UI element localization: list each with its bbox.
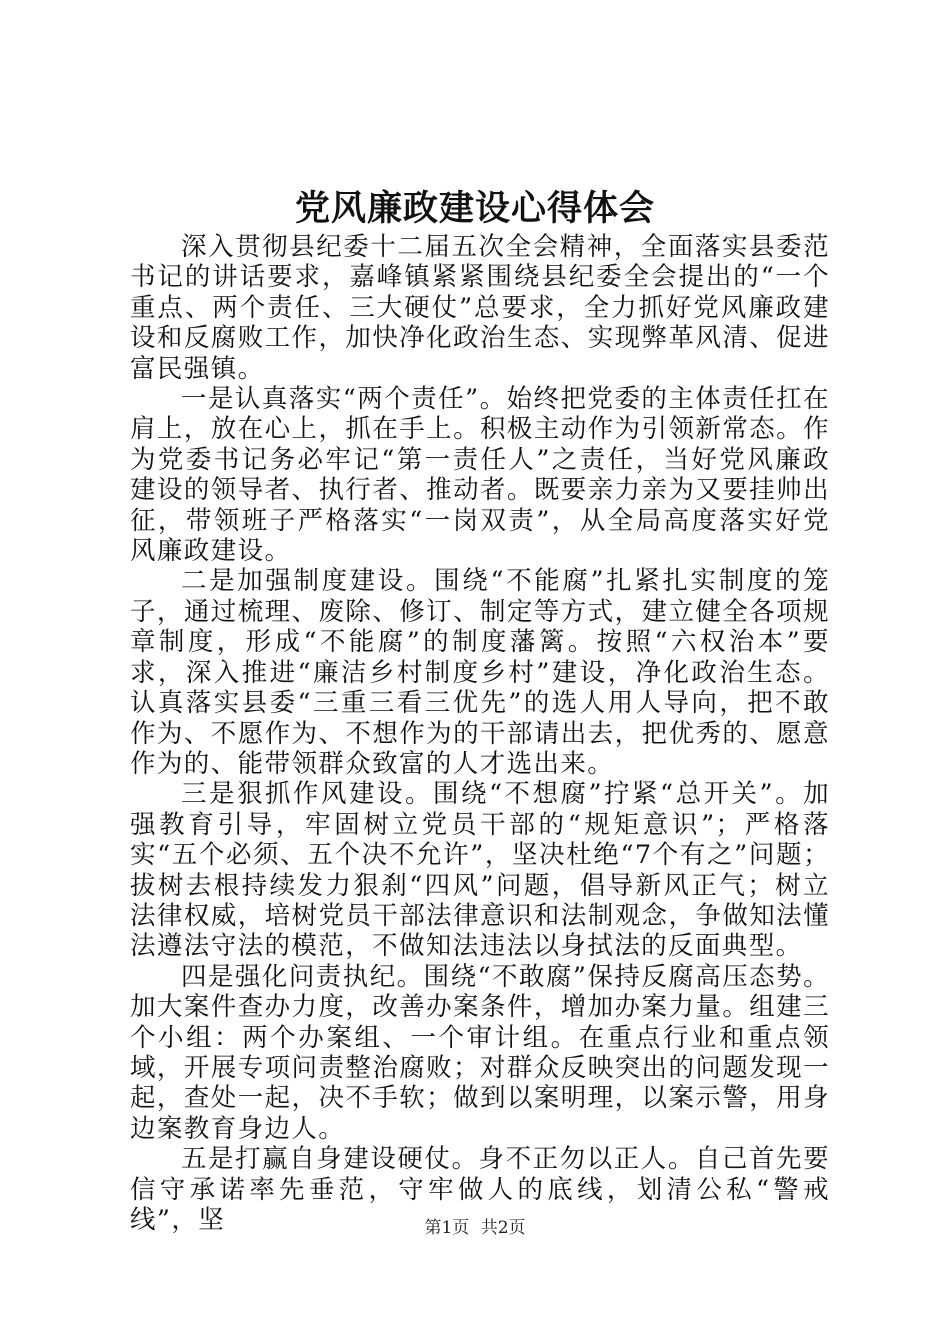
document-title: 党风廉政建设心得体会: [294, 188, 655, 229]
page-total: 共2页: [480, 1218, 526, 1238]
paragraph-intro: 深入贯彻县纪委十二届五次全会精神，全面落实县委范书记的讲话要求，嘉峰镇紧紧围绕县纪委全会提出的“一个重点、两个责任、三大硬仗”总要求，全力抓好党风廉政建设和反腐败工作，加快净化政治生态、实现弊革风清、促进富民强镇。: [130, 232, 830, 384]
paragraph-point-4: 四是强化问责执纪。围绕“不敢腐”保持反腐高压态势。加大案件查办力度，改善办案条件，增加办案力量。组建三个小组：两个办案组、一个审计组。在重点行业和重点领域，开展专项问责整治腐败；对群众反映突出的问题发现一起，查处一起，决不手软；做到以案明理，以案示警，用身边案教育身边人。: [130, 961, 830, 1144]
paragraph-point-3: 三是狠抓作风建设。围绕“不想腐”拧紧“总开关”。加强教育引导，牢固树立党员干部的“规矩意识”；严格落实“五个必须、五个决不允许”，坚决杜绝“7个有之”问题；拔树去根持续发力狠刹“四风”问题，倡导新风正气；树立法律权威，培树党员干部法律意识和法制观念，争做知法懂法遵法守法的模范，不做知法违法以身拭法的反面典型。: [130, 779, 830, 962]
paragraph-point-1: 一是认真落实“两个责任”。始终把党委的主体责任扛在肩上，放在心上，抓在手上。积极主动作为引领新常态。作为党委书记务必牢记“第一责任人”之责任，当好党风廉政建设的领导者、执行者、推动者。既要亲力亲为又要挂帅出征，带领班子严格落实“一岗双责”，从全局高度落实好党风廉政建设。: [130, 384, 830, 567]
document-body: [130, 232, 830, 1235]
page-footer: [0, 1216, 950, 1240]
paragraph-point-2: 二是加强制度建设。围绕“不能腐”扎紧扎实制度的笼子，通过梳理、废除、修订、制定等方式，建立健全各项规章制度，形成“不能腐”的制度藩篱。按照“六权治本”要求，深入推进“廉洁乡村制度乡村”建设，净化政治生态。认真落实县委“三重三看三优先”的选人用人导向，把不敢作为、不愿作为、不想作为的干部请出去，把优秀的、愿意作为的、能带领群众致富的人才选出来。: [130, 566, 830, 779]
paragraph-point-5: 五是打赢自身建设硬仗。身不正勿以正人。自己首先要信守承诺率先垂范，守牢做人的底线，划清公私“警戒线”，坚: [130, 1144, 830, 1235]
page-number: 第1页: [424, 1218, 470, 1238]
